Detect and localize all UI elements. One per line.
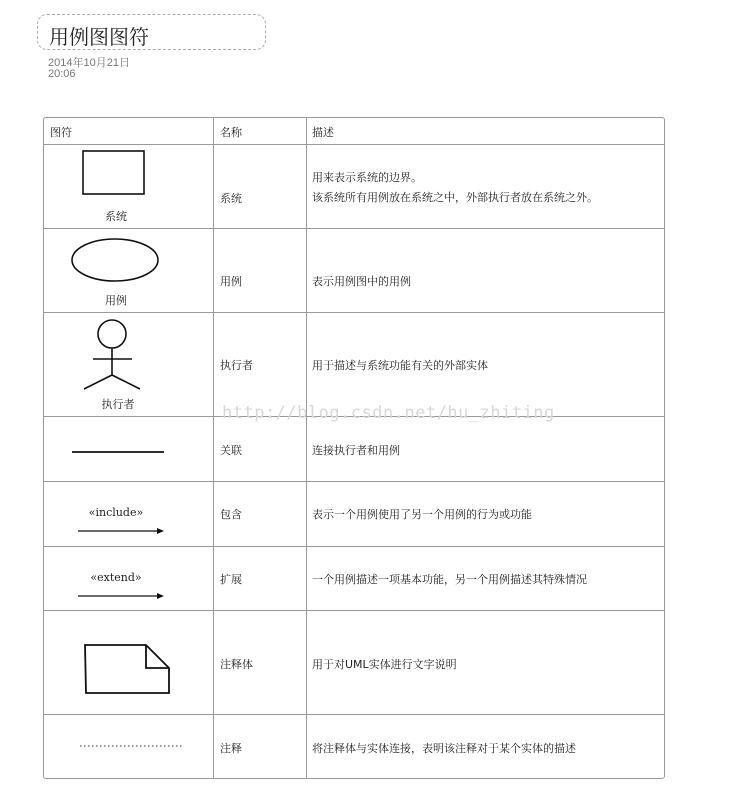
page-title-box bbox=[37, 14, 266, 50]
row-name: 关联 bbox=[220, 444, 242, 457]
actor-stick-figure-icon bbox=[80, 318, 144, 392]
row-name: 注释体 bbox=[220, 658, 253, 671]
row-description: 将注释体与实体连接，表明该注释对于某个实体的描述 bbox=[312, 742, 576, 755]
column-divider bbox=[306, 118, 307, 778]
row-divider bbox=[44, 546, 664, 547]
association-line-icon bbox=[72, 450, 164, 454]
row-description: 用于描述与系统功能有关的外部实体 bbox=[312, 359, 488, 372]
use-case-ellipse-icon bbox=[70, 237, 160, 285]
row-description: 连接执行者和用例 bbox=[312, 444, 400, 457]
symbol-table bbox=[43, 117, 665, 779]
header-description: 描述 bbox=[312, 126, 334, 139]
extend-stereotype-label: «extend» bbox=[90, 571, 142, 584]
row-divider bbox=[44, 610, 664, 611]
row-name: 用例 bbox=[220, 275, 242, 288]
note-folded-corner-icon bbox=[84, 644, 172, 696]
row-divider bbox=[44, 144, 664, 145]
symbol-caption: 系统 bbox=[105, 210, 127, 223]
extend-arrow-icon bbox=[78, 591, 164, 601]
watermark: http://blog.csdn.net/hu_zhiting bbox=[222, 403, 555, 423]
page-date: 2014年10月21日 bbox=[48, 57, 130, 69]
page-title: 用例图图符 bbox=[49, 25, 149, 49]
row-description: 该系统所有用例放在系统之中，外部执行者放在系统之外。 bbox=[312, 191, 598, 204]
system-rectangle-icon bbox=[82, 150, 146, 196]
row-name: 包含 bbox=[220, 508, 242, 521]
symbol-caption: 执行者 bbox=[101, 398, 135, 411]
row-name: 扩展 bbox=[220, 573, 242, 586]
row-description: 用来表示系统的边界。 bbox=[312, 171, 422, 184]
row-name: 注释 bbox=[220, 742, 242, 755]
row-divider bbox=[44, 312, 664, 313]
symbol-caption: 用例 bbox=[105, 294, 127, 307]
page-time: 20:06 bbox=[48, 68, 76, 80]
row-divider bbox=[44, 714, 664, 715]
column-divider bbox=[213, 118, 214, 778]
header-name: 名称 bbox=[220, 126, 242, 139]
header-symbol: 图符 bbox=[50, 126, 72, 139]
row-name: 执行者 bbox=[220, 359, 253, 372]
note-anchor-dotted-line-icon bbox=[80, 744, 182, 748]
row-divider bbox=[44, 481, 664, 482]
include-stereotype-label: «include» bbox=[88, 506, 144, 519]
row-description: 表示用例图中的用例 bbox=[312, 275, 411, 288]
row-description: 一个用例描述一项基本功能，另一个用例描述其特殊情况 bbox=[312, 573, 587, 586]
row-divider bbox=[44, 228, 664, 229]
row-description: 用于对UML实体进行文字说明 bbox=[312, 658, 457, 671]
row-description: 表示一个用例使用了另一个用例的行为或功能 bbox=[312, 508, 532, 521]
include-arrow-icon bbox=[78, 526, 164, 536]
row-name: 系统 bbox=[220, 192, 242, 205]
